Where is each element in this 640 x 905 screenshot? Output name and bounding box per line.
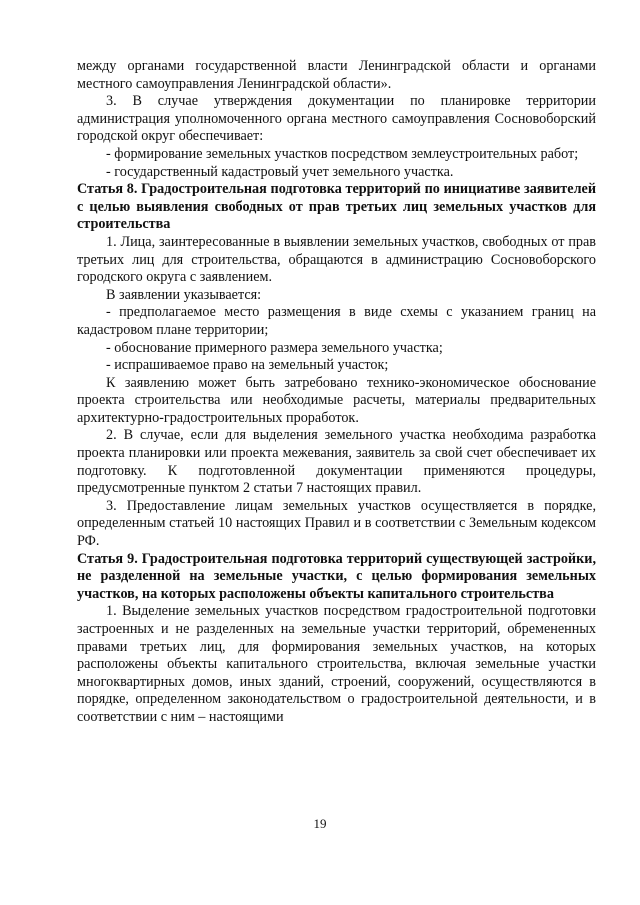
article-8-paragraph-5: 3. Предоставление лицам земельных участков осуществляется в порядке, определенным статьей 10 настоящих Правил и в соответствии с Земельным кодексом РФ. bbox=[77, 497, 596, 550]
article-9-paragraph-1: 1. Выделение земельных участков посредством градостроительной подготовки застроенных и не разделенных на земельные участки территорий, обремененных правами третьих лиц, для формирования земельных участков, на которых расположены объекты капитального строительства, включая земельные участки многоквартирных домов, иных зданий, строений, сооружений, осуществляются в порядке, определенном законодательством о градостроительной деятельности, и в соответствии с ним – настоящими bbox=[77, 603, 596, 725]
article-8-list-item-3: - испрашиваемое право на земельный участок; bbox=[106, 357, 389, 374]
article-8-heading: Статья 8. Градостроительная подготовка территорий по инициативе заявителей с целью выявления свободных от прав третьих лиц земельных участков для строительства bbox=[77, 181, 596, 233]
article-8-paragraph-2: В заявлении указывается: bbox=[106, 286, 262, 303]
article-8-paragraph-1: 1. Лица, заинтересованные в выявлении земельных участков, свободных от прав третьих лиц для строительства, обращаются в администрацию Сосновоборского городского округа с заявлением. bbox=[77, 233, 596, 286]
article-8-paragraph-4: 2. В случае, если для выделения земельного участка необходима разработка проекта планировки или проекта межевания, заявитель за свой счет обеспечивает их подготовку. К подготовленной документации применяются процедуры, предусмотренные пунктом 2 статьи 7 настоящих правил. bbox=[77, 427, 596, 497]
intro-list-item-2: - государственный кадастровый учет земельного участка. bbox=[106, 163, 454, 180]
intro-paragraph-1: между органами государственной власти Ленинградской области и органами местного самоуправления Ленинградской области». bbox=[77, 58, 596, 92]
article-8-list-item-1: - предполагаемое место размещения в виде схемы с указанием границ на кадастровом плане территории; bbox=[77, 304, 596, 338]
page-number: 19 bbox=[313, 816, 327, 831]
article-8-paragraph-3: К заявлению может быть затребовано технико-экономическое обоснование проекта строительства или необходимые расчеты, материалы предварительных архитектурно-градостроительных проработок. bbox=[77, 374, 596, 426]
intro-list-item-1: - формирование земельных участков посредством землеустроительных работ; bbox=[106, 145, 579, 162]
intro-paragraph-2: 3. В случае утверждения документации по планировке территории администрация уполномоченного органа местного самоуправления Сосновоборский городской округ обеспечивает: bbox=[77, 93, 596, 145]
article-8-list-item-2: - обоснование примерного размера земельного участка; bbox=[106, 339, 443, 356]
article-9-heading: Статья 9. Градостроительная подготовка территорий существующей застройки, не разделенной на земельные участки, с целью формирования земельных участков, на которых расположены объекты капитального строительства bbox=[77, 550, 596, 602]
